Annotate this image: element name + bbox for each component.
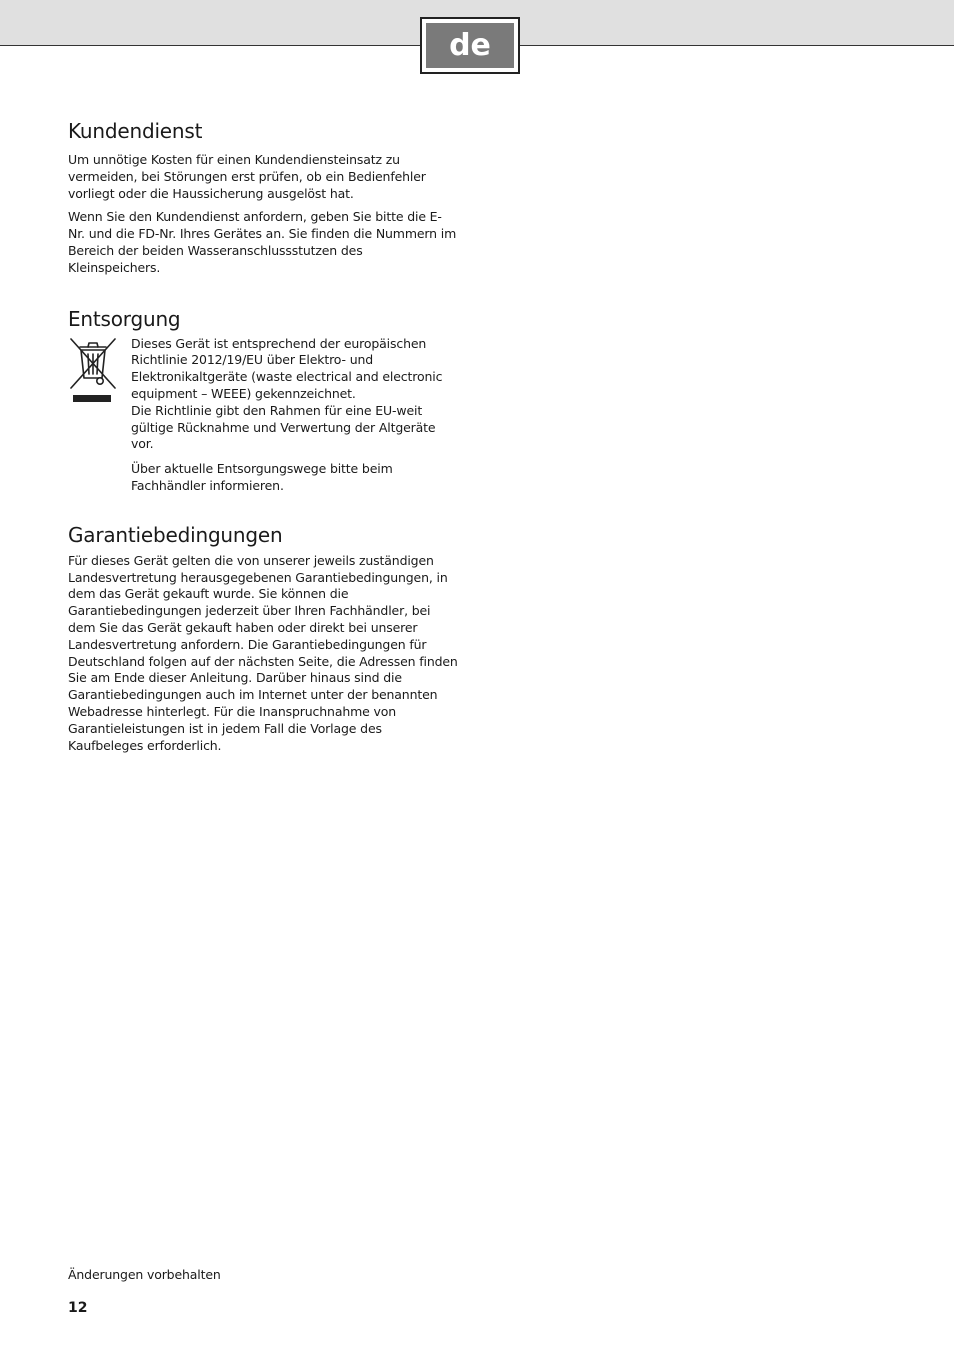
- kundendienst-paragraph-1: Um unnötige Kosten für einen Kundendiensteinsatz zu vermeiden, bei Störungen erst prüfen, ob ein Bedienfehler vorliegt oder die Haussicherung ausgelöst hat.: [68, 152, 426, 201]
- section-garantiebedingungen: [68, 521, 458, 755]
- weee-text: [131, 336, 458, 495]
- main-content: [68, 117, 458, 754]
- section-entsorgung: [68, 305, 458, 495]
- entsorgung-paragraph-1: Dieses Gerät ist entsprechend der europäischen Richtlinie 2012/19/EU über Elektro- und Elektronikaltgeräte (waste electrical and electronic equipment – WEEE) gekennzeichnet.: [131, 335, 443, 401]
- footer-note: Änderungen vorbehalten: [68, 1267, 221, 1282]
- heading-garantiebedingungen: Garantiebedingungen: [68, 522, 283, 547]
- kundendienst-paragraph-2: Wenn Sie den Kundendienst anfordern, geben Sie bitte die E-Nr. und die FD-Nr. Ihres Gerätes an. Sie finden die Nummern im Bereich der beiden Wasseranschlussstutzen des Kleinspeichers.: [68, 209, 457, 275]
- heading-kundendienst: Kundendienst: [68, 119, 203, 143]
- crossed-out-wheelie-bin-icon: [68, 336, 131, 410]
- page-number: 12: [68, 1300, 88, 1316]
- garantie-paragraph-1: Für dieses Gerät gelten die von unserer jeweils zuständigen Landesvertretung herausgegebenen Garantiebedingungen, in dem das Gerät gekauft wurde. Sie können die Garantiebedingungen jederzeit über Ihren Fachhändler, bei dem Sie das Gerät gekauft haben oder direkt bei unserer Landesvertretung anfordern. Die Garantiebedingungen für Deutschland folgen auf der nächsten Seite, die Adressen finden Sie am Ende dieser Anleitung. Darüber hinaus sind die Garantiebedingungen auch im Internet unter der benannten Webadresse hinterlegt. Für die Inanspruchnahme von Garantieleistungen ist in jedem Fall die Vorlage des Kaufbeleges erforderlich.: [68, 552, 458, 753]
- language-code: de: [426, 23, 514, 68]
- section-kundendienst: [68, 117, 458, 277]
- entsorgung-paragraph-2: Die Richtlinie gibt den Rahmen für eine EU-weit gültige Rücknahme und Verwertung der Altgeräte vor.: [131, 402, 436, 452]
- entsorgung-paragraph-3: Über aktuelle Entsorgungswege bitte beim Fachhändler informieren.: [131, 461, 393, 493]
- heading-entsorgung: Entsorgung: [68, 306, 181, 331]
- language-badge: [420, 17, 520, 74]
- weee-notice: [68, 336, 458, 495]
